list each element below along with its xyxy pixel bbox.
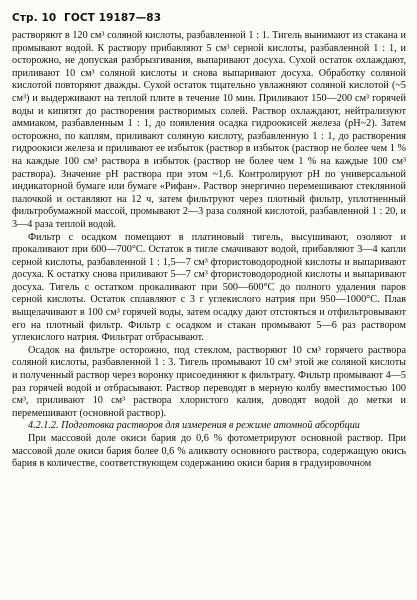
paragraph-photometry: При массовой доле окиси бария до 0,6 % фотометрируют основной раствор. При массовой доле окиси бария более 0,6 % аликвоту основного раствора, содержащую окись бария в количестве, соответствующем содержанию окиси бария в градуировочном <box>12 433 406 470</box>
page-header <box>12 12 165 24</box>
paragraph-precipitate-dissolution: Осадок на фильтре осторожно, под стеклом, растворяют 10 см³ горячего раствора соляной кислоты, разбавленной 1 : 3. Тигель промывают 10 см³ этой же соляной кислоты и полученный раствор через воронку присоединяют к фильтрату. Фильтр промывают 4—5 раз горячей водой и отбрасывают. Раствор переводят в мерную колбу вместимостью 100 см³, приливают 10 см³ раствора хлористого калия, доводят водой до метки и перемешивают (основной раствор). <box>12 344 406 419</box>
section-heading: 4.2.1.2. Подготовка растворов для измерения в режиме атомной абсорбции <box>28 420 360 432</box>
page-number: Стр. 10 <box>12 12 57 24</box>
standard-code: ГОСТ 19187—83 <box>64 12 162 24</box>
paragraph-filter-residue: Фильтр с осадком помещают в платиновый тигель, высушивают, озоляют и прокаливают при 600—700°С. Остаток в тигле смачивают водой, прибавляют 3—4 капли серной кислоты, разбавленной 1 : 1,5—7 см³ фтористоводородной кислоты и выпаривают досуха. К остатку снова приливают 5—7 см³ фтористоводородной кислоты и выпаривают досуха. Тигель с остатком прокаливают при 500—600°С до полного удаления паров серной кислоты. Остаток сплавляют с 3 г углекислого натрия при 950—1000°С. Плав выщелачивают в 100 см³ горячей воды, затем осадку дают отстояться и отфильтровывают его на плотный фильтр. Фильтр с осадком и стакан промывают 5—6 раз раствором углекислого натрия. Фильтрат отбрасывают. <box>12 231 406 344</box>
paragraph-continuation: растворяют в 120 см³ соляной кислоты, разбавленной 1 : 1. Тигель вынимают из стакана и промывают водой. К раствору прибавляют 5 см³ серной кислоты, разбавленной 1 : 1, и осторожно, не допуская разбрызгивания, выпаривают досуха. Сухой остаток охлаждают, приливают 10 см³ соляной кислоты и снова выпаривают досуха. Обработку соляной кислотой повторяют дважды. Сухой остаток тщательно увлажняют соляной кислотой (~5 см³) и выдерживают на теплой плите в течение 10 мин. Приливают 150—200 см³ горячей воды и кипятят до растворения растворимых солей. Раствор охлаждают, нейтрализуют аммиаком, разбавленным 1 : 1, до появления осадка гидроокисей железа (рН~2). Затем осторожно, по каплям, приливают соляную кислоту, разбавленную 1 : 1, до растворения гидроокиси железа и приливают ее избыток (раствор в избыток (раствор не более чем 1 % на каждые 100 см³ раствора в избыток (раствор не более чем 1 % на каждые 100 см³ раствора). Значение рН раствора при этом ~1,6. Контролируют рН по универсальной индикаторной бумаге или бумаге «Рифан». Раствор энергично перемешивают стеклянной палочкой и оставляют на 12 ч, затем фильтруют через плотный фильтр, уплотненный фильтробумажной массой, промывают 2—3 раза соляной кислотой, разбавленной 1 : 20, и 3—4 раза теплой водой. <box>12 30 406 230</box>
body-text <box>12 30 406 471</box>
